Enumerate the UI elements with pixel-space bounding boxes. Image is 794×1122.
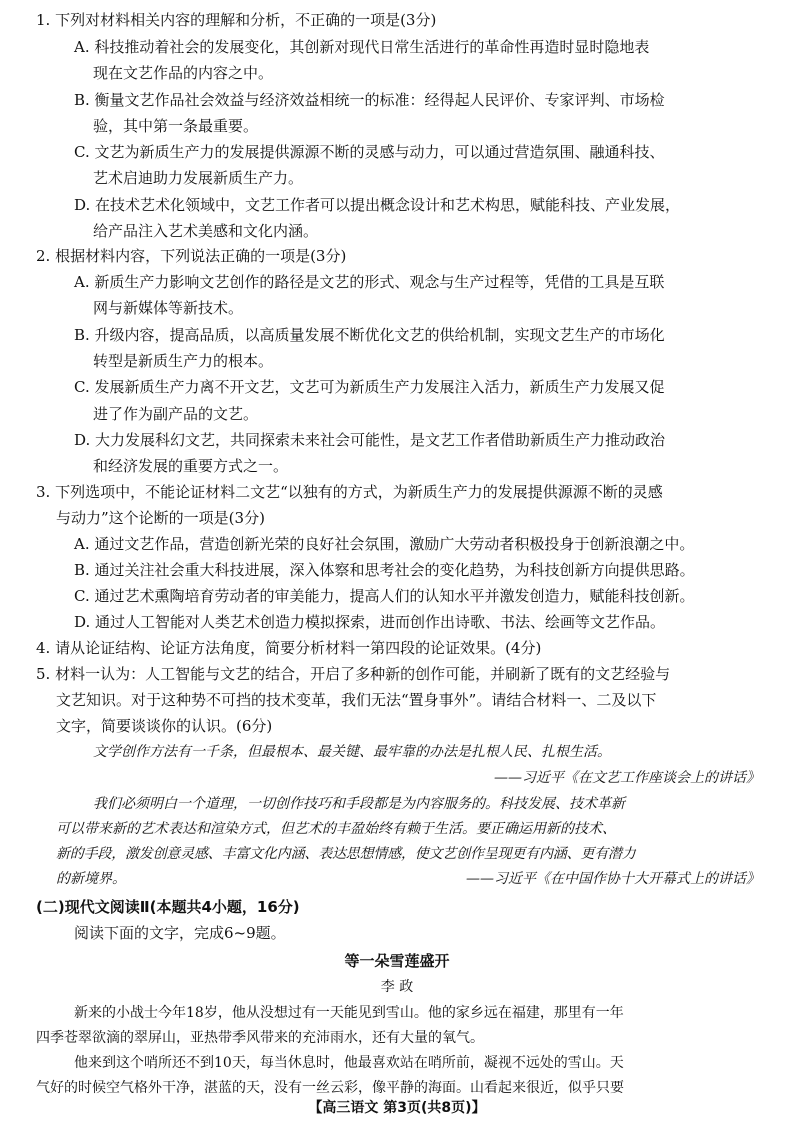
article-paragraph2-line2: 气好的时候空气格外干净，湛蓝的天，没有一丝云彩，像平静的海面。山看起来很近，似乎只要 — [36, 1080, 624, 1096]
q2-stem: 2. 根据材料内容，下列说法正确的一项是(3分) — [36, 247, 347, 265]
q5-quote1: 文学创作方法有一千条，但最根本、最关键、最牢靠的办法是扎根人民、扎根生活。 — [93, 744, 611, 760]
q3-stem-line1: 3. 下列选项中，不能论证材料二文艺“以独有的方式，为新质生产力的发展提供源源不断的灵感 — [36, 483, 663, 501]
q5-quote2-line2: 可以带来新的艺术表达和渲染方式，但艺术的丰盈始终有赖于生活。要正确运用新的技术、 — [56, 821, 616, 837]
q3-option-c: C. 通过艺术熏陶培育劳动者的审美能力，提高人们的认知水平并激发创造力，赋能科技创新。 — [74, 587, 695, 605]
q1-option-b-line2: 验，其中第一条最重要。 — [93, 117, 259, 135]
q2-option-b-line2: 转型是新质生产力的根本。 — [93, 352, 274, 370]
q2-option-d-line2: 和经济发展的重要方式之一。 — [93, 457, 289, 475]
article-paragraph1-line2: 四季苍翠欲滴的翠屏山，亚热带季风带来的充沛雨水，还有大量的氧气。 — [36, 1030, 484, 1046]
q3-option-a: A. 通过文艺作品，营造创新光荣的良好社会氛围，激励广大劳动者积极投身于创新浪潮之中。 — [74, 535, 695, 553]
article-paragraph1-line1: 新来的小战士今年18岁，他从没想过有一天能见到雪山。他的家乡远在福建，那里有一年 — [74, 1005, 624, 1021]
section-instruction: 阅读下面的文字，完成6~9题。 — [74, 924, 286, 942]
q5-stem-line1: 5. 材料一认为：人工智能与文艺的结合，开启了多种新的创作可能，并刷新了既有的文艺经验与 — [36, 665, 671, 683]
q5-quote2-line3: 新的手段，激发创意灵感、丰富文化内涵、表达思想情感，使文艺创作呈现更有内涵、更有潜力 — [56, 846, 636, 862]
q1-option-d-line2: 给产品注入艺术美感和文化内涵。 — [93, 222, 319, 240]
q1-option-a-line2: 现在文艺作品的内容之中。 — [93, 64, 274, 82]
page-footer: 【高三语文 第3页(共8页)】 — [308, 1100, 486, 1116]
q4-stem: 4. 请从论证结构、论证方法角度，简要分析材料一第四段的论证效果。(4分) — [36, 639, 542, 657]
article-author: 李 政 — [380, 979, 414, 995]
q3-stem-line2: 与动力”这个论断的一项是(3分) — [56, 509, 265, 527]
q5-stem-line3: 文字，简要谈谈你的认识。(6分) — [56, 717, 273, 735]
article-title: 等一朵雪莲盛开 — [344, 952, 450, 970]
q1-stem: 1. 下列对材料相关内容的理解和分析，不正确的一项是(3分) — [36, 11, 437, 29]
q3-option-d: D. 通过人工智能对人类艺术创造力模拟探索，进而创作出诗歌、书法、绘画等文艺作品。 — [74, 613, 666, 631]
q2-option-b-line1: B. 升级内容，提高品质，以高质量发展不断优化文艺的供给机制，实现文艺生产的市场化 — [74, 326, 665, 344]
q5-quote2-line1: 我们必须明白一个道理，一切创作技巧和手段都是为内容服务的。科技发展、技术革新 — [93, 796, 625, 812]
section-heading: (二)现代文阅读Ⅱ(本题共4小题，16分) — [36, 898, 300, 916]
q1-option-a-line1: A. 科技推动着社会的发展变化，其创新对现代日常生活进行的革命性再造时显时隐地表 — [74, 38, 650, 56]
q2-option-c-line1: C. 发展新质生产力离不开文艺，文艺可为新质生产力发展注入活力，新质生产力发展又促 — [74, 378, 665, 396]
q2-option-c-line2: 进了作为副产品的文艺。 — [93, 405, 259, 423]
q5-stem-line2: 文艺知识。对于这种势不可挡的技术变革，我们无法“置身事外”。请结合材料一、二及以下 — [56, 691, 657, 709]
q2-option-a-line2: 网与新媒体等新技术。 — [93, 299, 244, 317]
q1-option-c-line1: C. 文艺为新质生产力的发展提供源源不断的灵感与动力，可以通过营造氛围、融通科技、 — [74, 143, 665, 161]
q1-option-b-line1: B. 衡量文艺作品社会效益与经济效益相统一的标准：经得起人民评价、专家评判、市场检 — [74, 91, 665, 109]
article-paragraph2-line1: 他来到这个哨所还不到10天，每当休息时，他最喜欢站在哨所前，凝视不远处的雪山。天 — [74, 1055, 624, 1071]
q3-option-b: B. 通过关注社会重大科技进展，深入体察和思考社会的变化趋势，为科技创新方向提供思路。 — [74, 561, 695, 579]
q1-option-c-line2: 艺术启迪助力发展新质生产力。 — [93, 169, 304, 187]
q5-quote2-line4: 的新境界。 — [56, 871, 126, 887]
q5-quote2-source: ——习近平《在中国作协十大开幕式上的讲话》 — [466, 871, 760, 887]
q1-option-d-line1: D. 在技术艺术化领域中，文艺工作者可以提出概念设计和艺术构思，赋能科技、产业发展， — [74, 196, 681, 214]
q2-option-a-line1: A. 新质生产力影响文艺创作的路径是文艺的形式、观念与生产过程等，凭借的工具是互联 — [74, 273, 665, 291]
q2-option-d-line1: D. 大力发展科幻文艺，共同探索未来社会可能性，是文艺工作者借助新质生产力推动政治 — [74, 431, 666, 449]
q5-quote1-source: ——习近平《在文艺工作座谈会上的讲话》 — [494, 770, 760, 786]
